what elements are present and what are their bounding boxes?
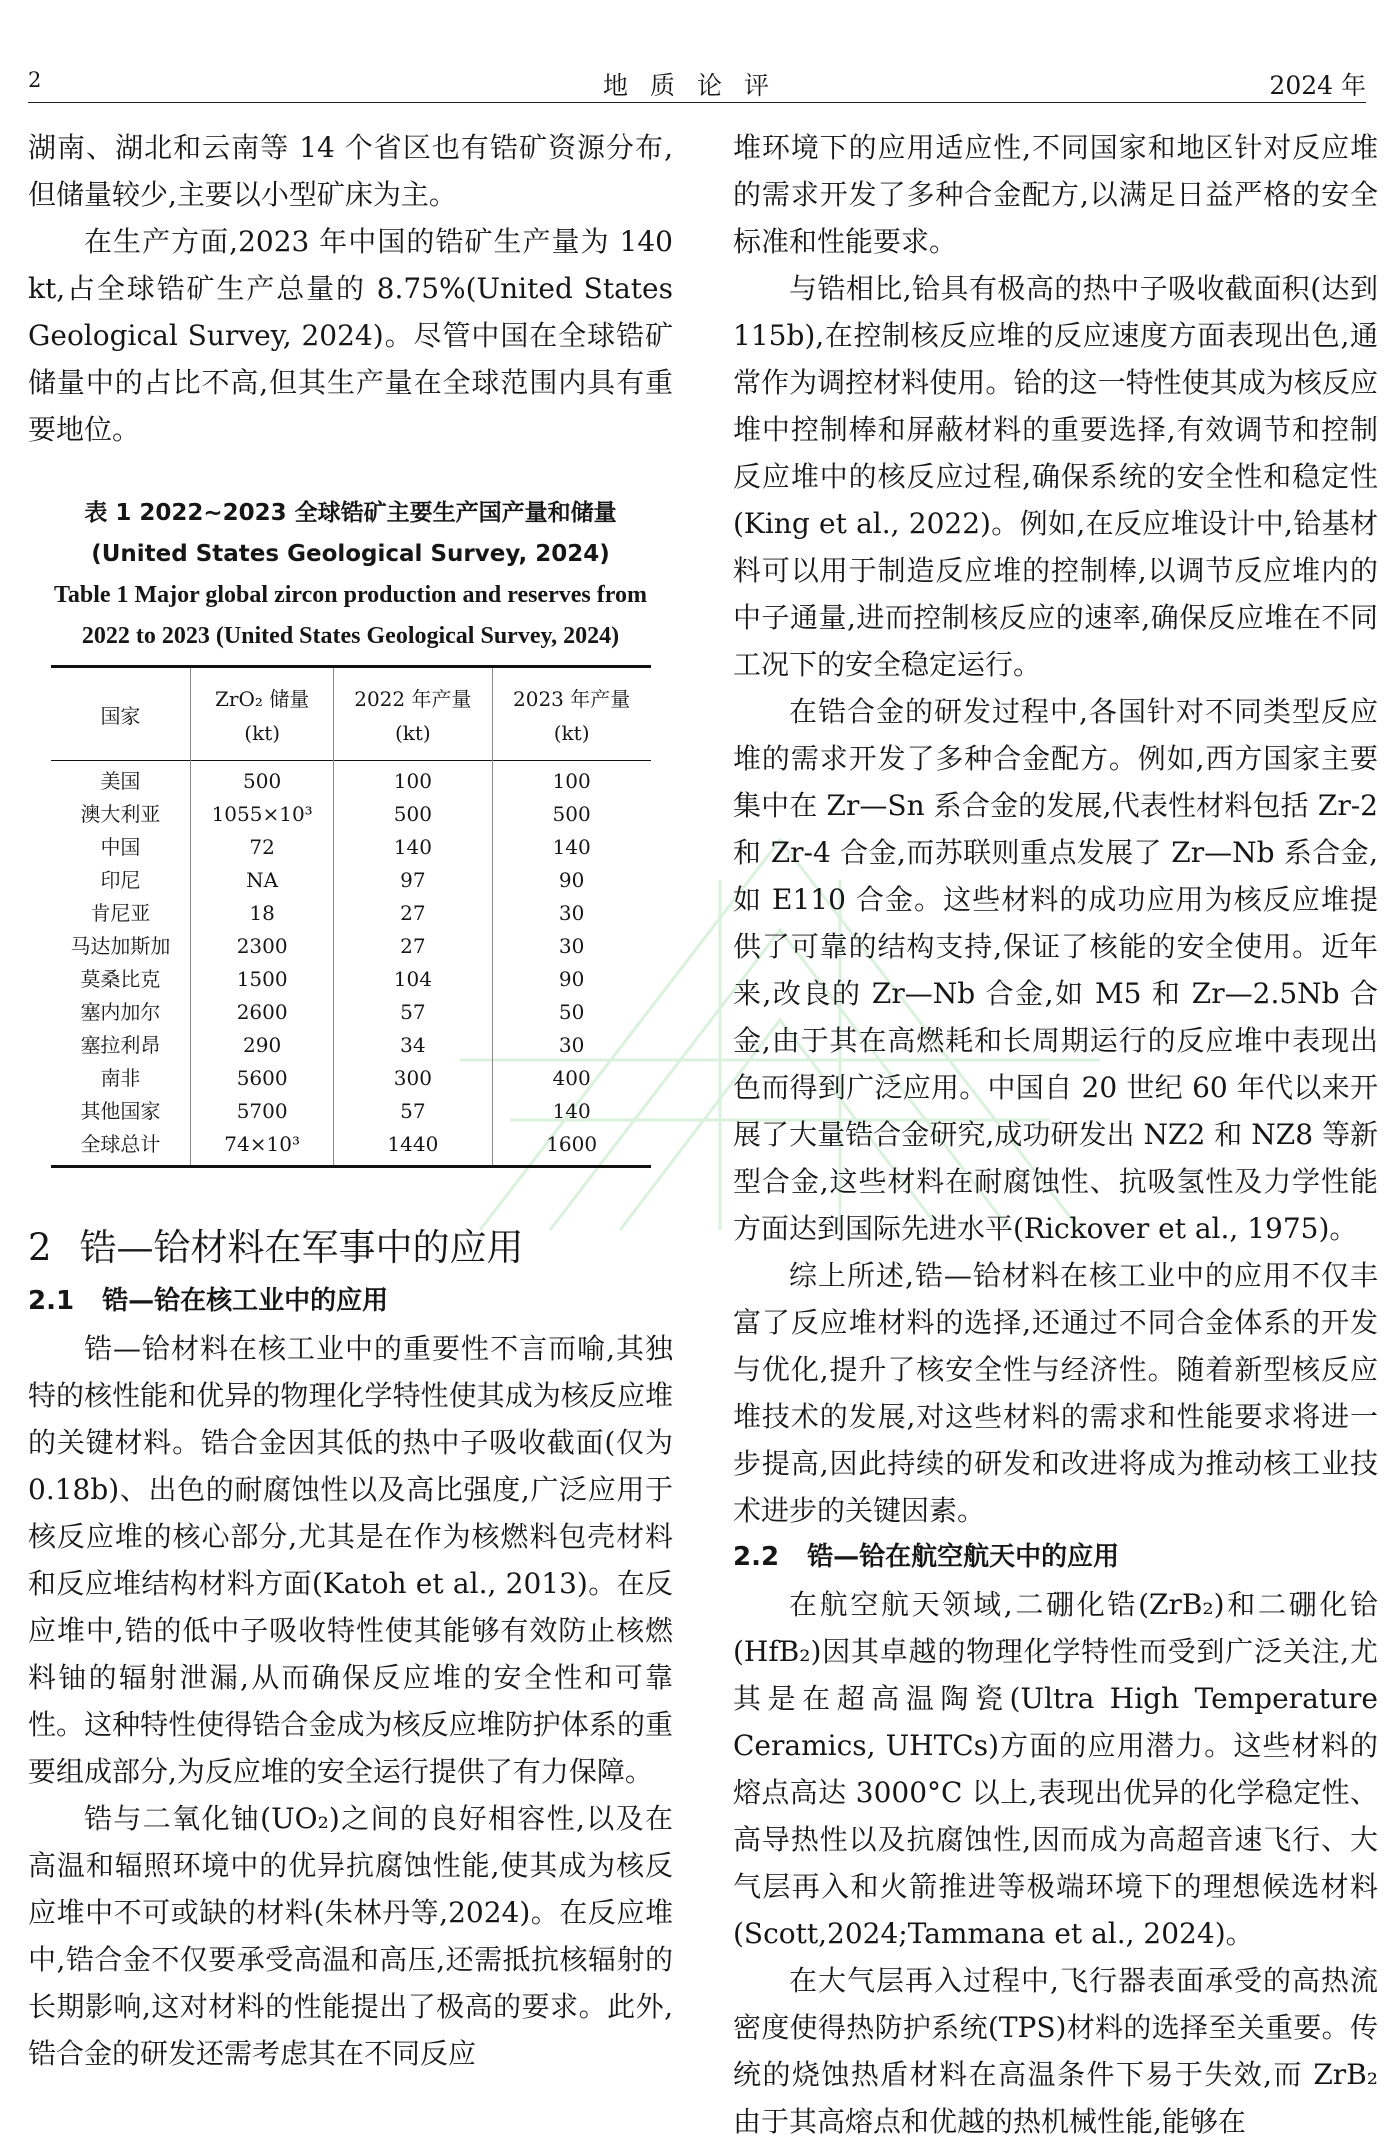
table-row: 塞拉利昂 290 34 30 [51, 1029, 651, 1062]
paragraph: 堆环境下的应用适应性,不同国家和地区针对反应堆的需求开发了多种合金配方,以满足日益严格的安全标准和性能要求。 [733, 131, 1378, 258]
subsection-heading: 2.1 锆—铪在核工业中的应用 [28, 1286, 389, 1316]
zircon-production-table [51, 665, 651, 1168]
journal-year: 2024 年 [1269, 71, 1366, 100]
paragraph: 在航空航天领域,二硼化锆(ZrB₂)和二硼化铪(HfB₂)因其卓越的物理化学特性而受到广泛关注,尤其是在超高温陶瓷(Ultra High Temperature Ceramics, UHTCs)方面的应用潜力。这些材料的熔点高达 3000°C 以上,表现出优异的化学稳定性、高导热性以及抗腐蚀性,因而成为高超音速飞行、大气层再入和火箭推进等极端环境下的理想候选材料(Scott,2024;Tammana et al., 2024)。 [733, 1588, 1378, 1950]
table-row: 澳大利亚 1055×10³ 500 500 [51, 798, 651, 831]
table-row: 南非 5600 300 400 [51, 1062, 651, 1095]
paragraph: 综上所述,锆—铪材料在核工业中的应用不仅丰富了反应堆材料的选择,还通过不同合金体系的开发与优化,提升了核安全性与经济性。随着新型核反应堆技术的发展,对这些材料的需求和性能要求将进一步提高,因此持续的研发和改进将成为推动核工业技术进步的关键因素。 [733, 1259, 1378, 1527]
table-row: 肯尼亚 18 27 30 [51, 897, 651, 930]
table-caption-cn-source: (United States Geological Survey, 2024) [91, 541, 610, 567]
left-column [28, 124, 673, 2077]
table-caption-en-cont: 2022 to 2023 (United States Geological Survey, 2024) [81, 623, 620, 649]
table-header-country: 国家 [100, 704, 141, 728]
paragraph: 湖南、湖北和云南等 14 个省区也有锆矿资源分布,但储量较少,主要以小型矿床为主。 [28, 131, 673, 211]
journal-title: 地质论评 [602, 71, 791, 100]
table-header-2022: 2022 年产量 (kt) [333, 667, 492, 761]
table-row: 塞内加尔 2600 57 50 [51, 996, 651, 1029]
table-row: 其他国家 5700 57 140 [51, 1095, 651, 1128]
paragraph: 锆与二氧化铀(UO₂)之间的良好相容性,以及在高温和辐照环境中的优异抗腐蚀性能,使其成为核反应堆中不可或缺的材料(朱林丹等,2024)。在反应堆中,锆合金不仅要承受高温和高压,还需抵抗核辐射的长期影响,这对材料的性能提出了极高的要求。此外,锆合金的研发还需考虑其在不同反应 [28, 1802, 673, 2070]
table-row: 全球总计 74×10³ 1440 1600 [51, 1128, 651, 1167]
section-heading: 2 锆—铪材料在军事中的应用 [28, 1226, 524, 1269]
table-row: 中国 72 140 140 [51, 831, 651, 864]
table-row: 印尼 NA 97 90 [51, 864, 651, 897]
paragraph: 锆—铪材料在核工业中的重要性不言而喻,其独特的核性能和优异的物理化学特性使其成为核反应堆的关键材料。锆合金因其低的热中子吸收截面(仅为 0.18b)、出色的耐腐蚀性以及高比强度,广泛应用于核反应堆的核心部分,尤其是在作为核燃料包壳材料和反应堆结构材料方面(Katoh et al., 2013)。在反应堆中,锆的低中子吸收特性使其能够有效防止核燃料铀的辐射泄漏,从而确保反应堆的安全性和可靠性。这种特性使得锆合金成为核反应堆防护体系的重要组成部分,为反应堆的安全运行提供了有力保障。 [28, 1332, 673, 1788]
table-caption-cn: 表 1 2022~2023 全球锆矿主要生产国产量和储量 [84, 500, 617, 526]
table-row: 马达加斯加 2300 27 30 [51, 930, 651, 963]
table-row: 美国 500 100 100 [51, 761, 651, 799]
running-header [28, 62, 1366, 103]
subsection-heading: 2.2 锆—铪在航空航天中的应用 [733, 1542, 1120, 1572]
paragraph: 在大气层再入过程中,飞行器表面承受的高热流密度使得热防护系统(TPS)材料的选择至关重要。传统的烧蚀热盾材料在高温条件下易于失效,而 ZrB₂ 由于其高熔点和优越的热机械性能,能够在 [733, 1964, 1378, 2138]
table-row: 莫桑比克 1500 104 90 [51, 963, 651, 996]
paragraph: 在生产方面,2023 年中国的锆矿生产量为 140 kt,占全球锆矿生产总量的 8.75%(United States Geological Survey, 2024)。尽管中国在全球锆矿储量中的占比不高,但其生产量在全球范围内具有重要地位。 [28, 225, 673, 446]
page-number: 2 [28, 68, 42, 92]
table-header-2023: 2023 年产量 (kt) [492, 667, 650, 761]
paragraph: 与锆相比,铪具有极高的热中子吸收截面积(达到 115b),在控制核反应堆的反应速度方面表现出色,通常作为调控材料使用。铪的这一特性使其成为核反应堆中控制棒和屏蔽材料的重要选择,有效调节和控制反应堆中的核反应过程,确保系统的安全性和稳定性(King et al., 2022)。例如,在反应堆设计中,铪基材料可以用于制造反应堆的控制棒,以调节反应堆内的中子通量,进而控制核反应的速率,确保反应堆在不同工况下的安全稳定运行。 [733, 272, 1378, 681]
paragraph: 在锆合金的研发过程中,各国针对不同类型反应堆的需求开发了多种合金配方。例如,西方国家主要集中在 Zr—Sn 系合金的发展,代表性材料包括 Zr-2 和 Zr-4 合金,而苏联则重点发展了 Zr—Nb 系合金,如 E110 合金。这些材料的成功应用为核反应堆提供了可靠的结构支持,保证了核能的安全使用。近年来,改良的 Zr—Nb 合金,如 M5 和 Zr—2.5Nb 合金,由于其在高燃耗和长周期运行的反应堆中表现出色而得到广泛应用。中国自 20 世纪 60 年代以来开展了大量锆合金研究,成功研发出 NZ2 和 NZ8 等新型合金,这些材料在耐腐蚀性、抗吸氢性及力学性能方面达到国际先进水平(Rickover et al., 1975)。 [733, 695, 1378, 1245]
table-caption-en: Table 1 Major global zircon production and reserves from [54, 582, 647, 608]
table-header-reserves: ZrO₂ 储量 (kt) [191, 667, 334, 761]
right-column [733, 124, 1378, 2145]
